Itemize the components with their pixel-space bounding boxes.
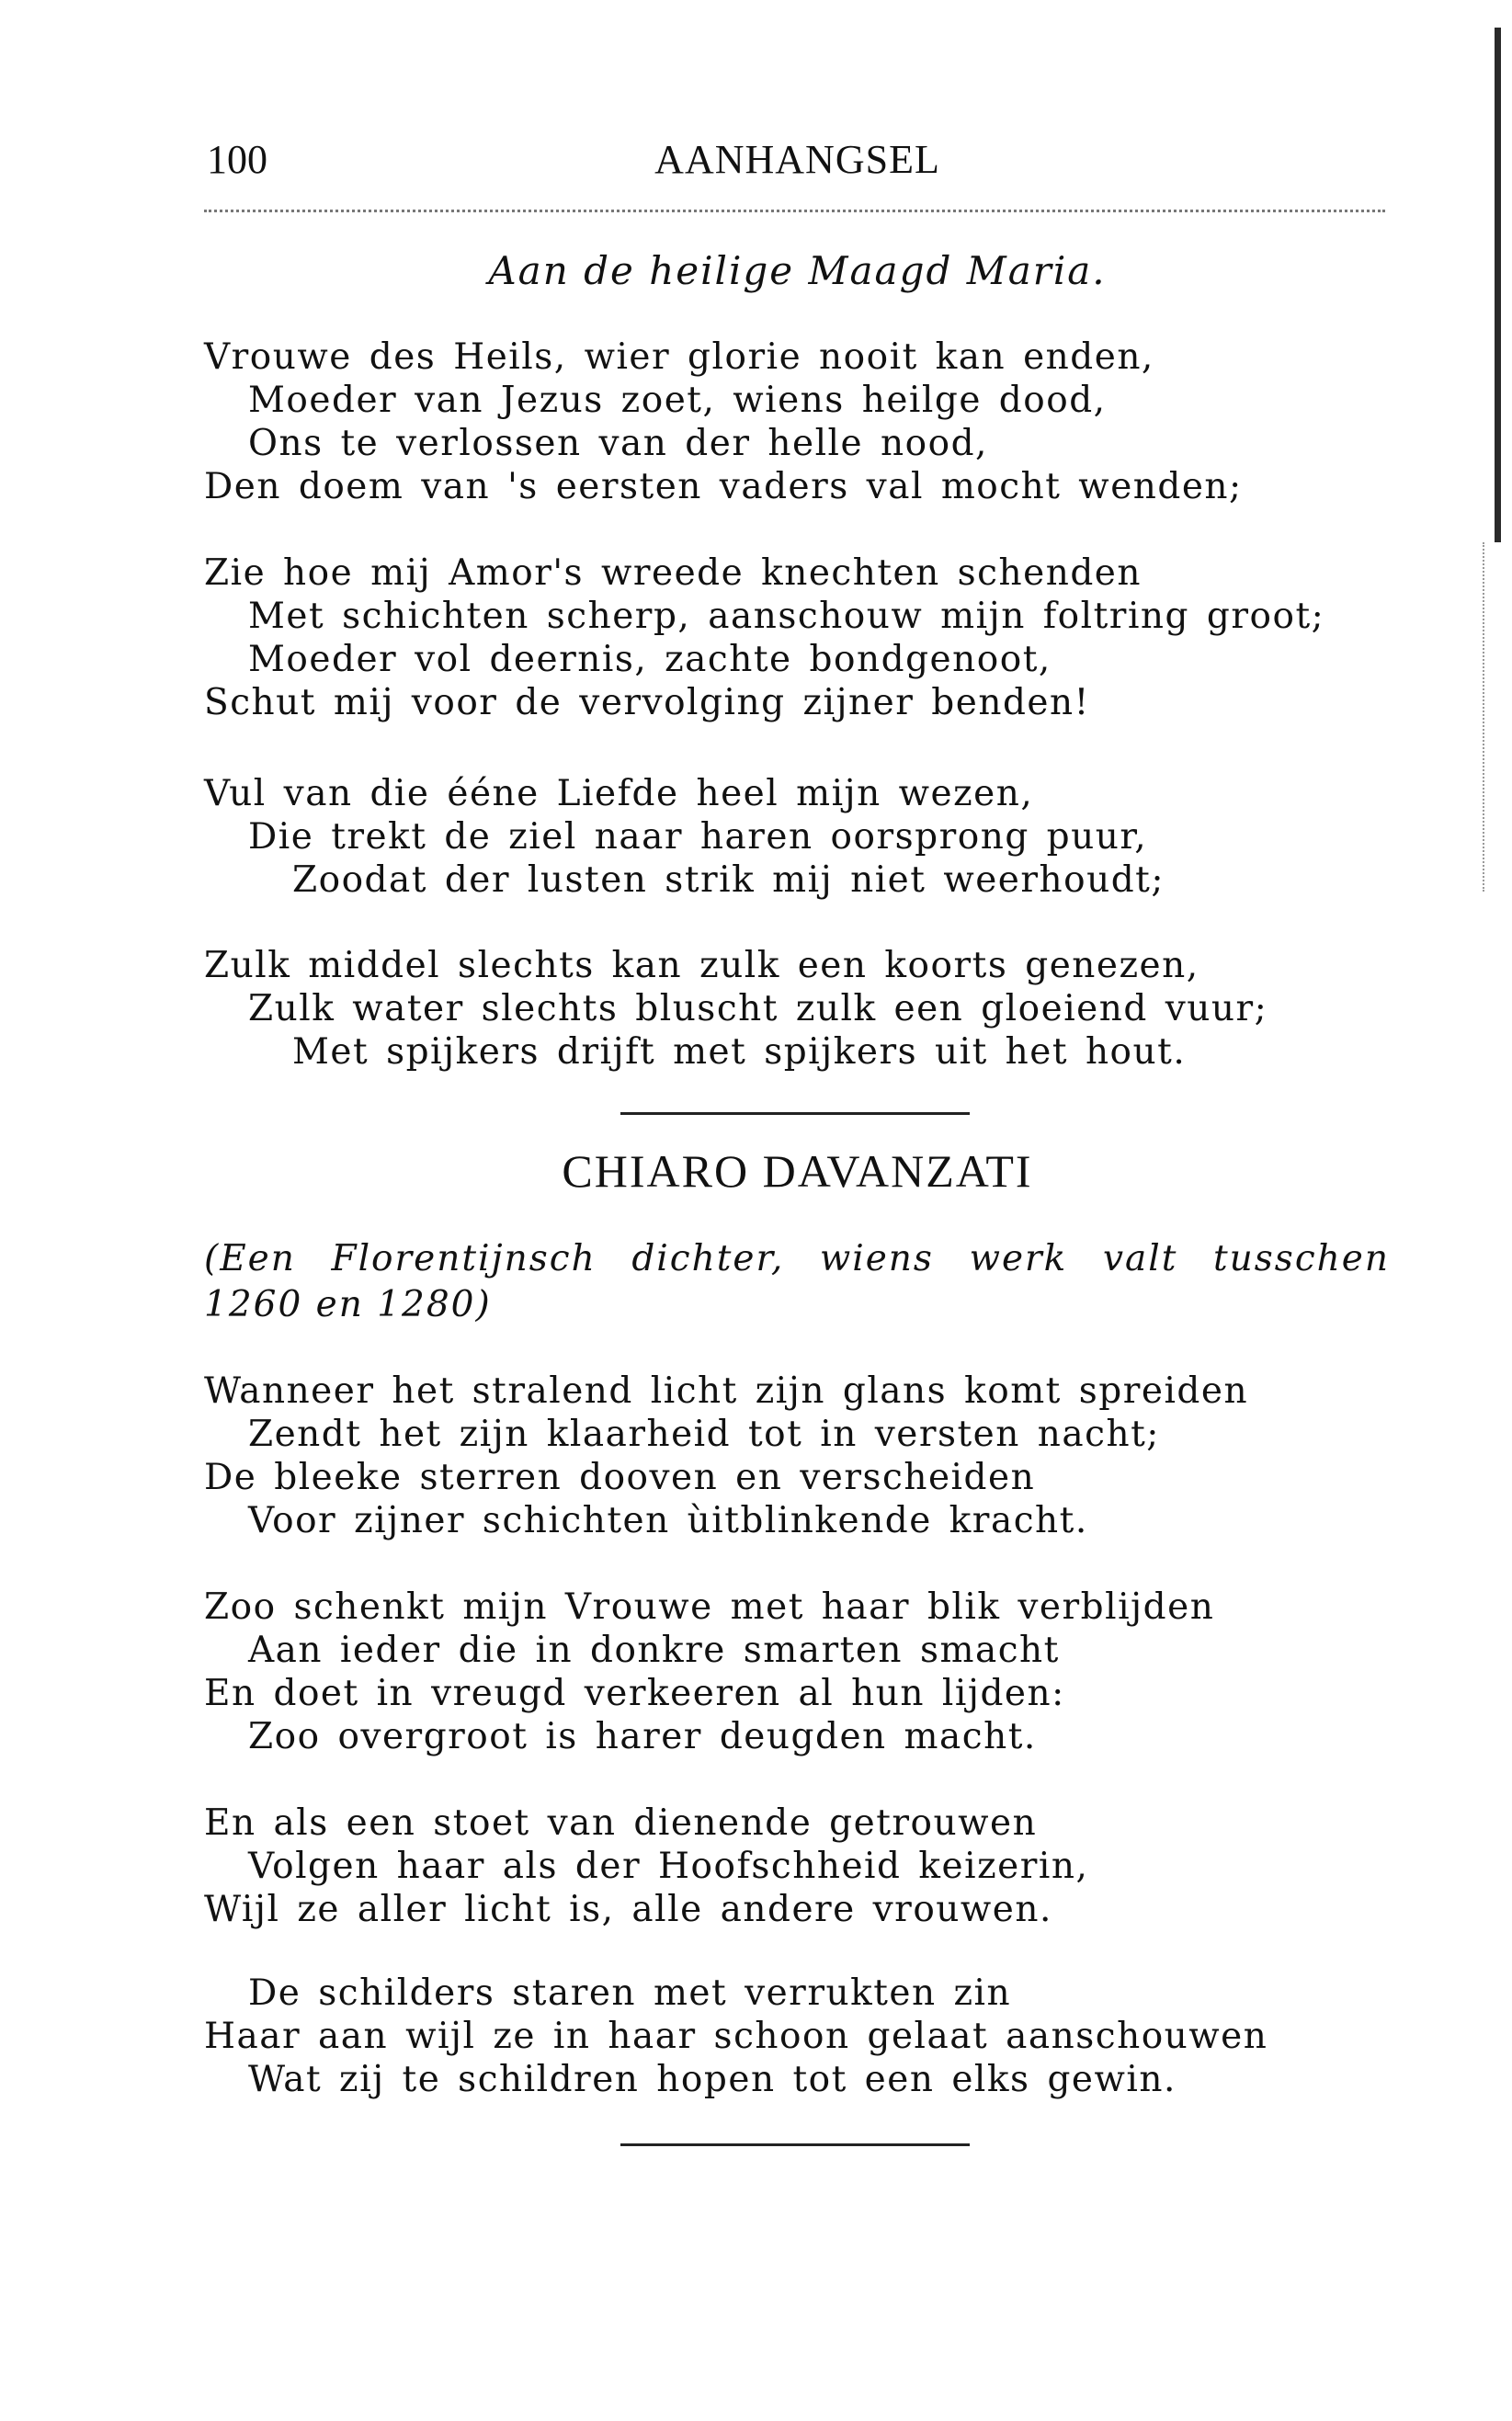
stanza (204, 1972, 1268, 2101)
poem-title: Aan de heilige Maagd Maria. (488, 248, 1107, 293)
verse-line: Zoo overgroot is harer deugden macht. (248, 1716, 1037, 1757)
verse-line: Moeder vol deernis, zachte bondgenoot, (248, 639, 1052, 680)
section-subtitle (204, 1236, 1390, 1328)
stanza (204, 944, 1268, 1074)
stanza (204, 1802, 1088, 1931)
verse-line: Voor zijner schichten ùitblinkende kracht. (248, 1500, 1088, 1541)
stanza (204, 1586, 1214, 1758)
subtitle-word: werk (969, 1238, 1068, 1279)
verse-line: En als een stoet van dienende getrouwen (204, 1802, 1038, 1844)
verse-line: Moeder van Jezus zoet, wiens heilge dood, (248, 380, 1107, 421)
verse-line: Met schichten scherp, aanschouw mijn foltring groot; (248, 596, 1325, 637)
running-head: AANHANGSEL (654, 137, 940, 182)
subtitle-word: Florentijnsch (331, 1238, 597, 1279)
scan-edge-speckle (1483, 542, 1486, 892)
subtitle-line-2: 1260 en 1280) (204, 1284, 492, 1325)
verse-line: Zulk water slechts bluscht zulk een gloeiend vuur; (248, 988, 1268, 1029)
verse-line: Vrouwe des Heils, wier glorie nooit kan enden, (204, 336, 1154, 378)
verse-line: Vul van die ééne Liefde heel mijn wezen, (204, 773, 1034, 814)
subtitle-word: valt (1102, 1238, 1178, 1279)
stanza (204, 335, 1243, 508)
verse-line: Zoo schenkt mijn Vrouwe met haar blik verblijden (204, 1586, 1215, 1628)
verse-line: Zendt het zijn klaarheid tot in versten nacht; (248, 1414, 1160, 1455)
verse-line: Den doem van 's eersten vaders val mocht wenden; (204, 466, 1243, 507)
subtitle-word: wiens (819, 1238, 934, 1279)
section-divider (620, 1112, 970, 1115)
verse-line: Wijl ze aller licht is, alle andere vrouwen. (204, 1889, 1052, 1930)
page-number: 100 (207, 137, 267, 182)
verse-line: En doet in vreugd verkeeren al hun lijden: (204, 1673, 1065, 1714)
verse-line: Die trekt de ziel naar haren oorsprong puur, (248, 816, 1148, 858)
verse-line: Met spijkers drijft met spijkers uit het hout. (292, 1031, 1187, 1073)
verse-line: Haar aan wijl ze in haar schoon gelaat aanschouwen (204, 2016, 1268, 2057)
subtitle-word: tusschen (1213, 1238, 1390, 1279)
page-header (0, 136, 1512, 191)
verse-line: De bleeke sterren dooven en verscheiden (204, 1457, 1036, 1498)
verse-line: Ons te verlossen van der helle nood, (248, 423, 988, 464)
section-title: CHIARO DAVANZATI (562, 1145, 1033, 1197)
verse-line: Schut mij voor de vervolging zijner benden! (204, 682, 1090, 723)
verse-line: Wat zij te schildren hopen tot een elks gewin. (248, 2059, 1177, 2100)
stanza (204, 551, 1324, 724)
verse-line: Volgen haar als der Hoofschheid keizerin, (248, 1846, 1089, 1887)
subtitle-word: dichter, (631, 1238, 785, 1279)
verse-line: Zulk middel slechts kan zulk een koorts genezen, (204, 945, 1199, 986)
verse-line: Wanneer het stralend licht zijn glans komt spreiden (204, 1370, 1249, 1412)
subtitle-word: (Een (204, 1238, 296, 1279)
closing-divider (620, 2143, 970, 2146)
stanza (204, 1370, 1248, 1542)
header-dotted-rule (204, 210, 1385, 212)
subtitle-line-1 (204, 1236, 1390, 1282)
verse-line: Zie hoe mij Amor's wreede knechten schenden (204, 552, 1142, 594)
verse-line: De schilders staren met verrukten zin (248, 1972, 1012, 2014)
verse-line: Aan ieder die in donkre smarten smacht (248, 1630, 1060, 1671)
verse-line: Zoodat der lusten strik mij niet weerhoudt; (292, 859, 1165, 901)
stanza (204, 772, 1165, 902)
